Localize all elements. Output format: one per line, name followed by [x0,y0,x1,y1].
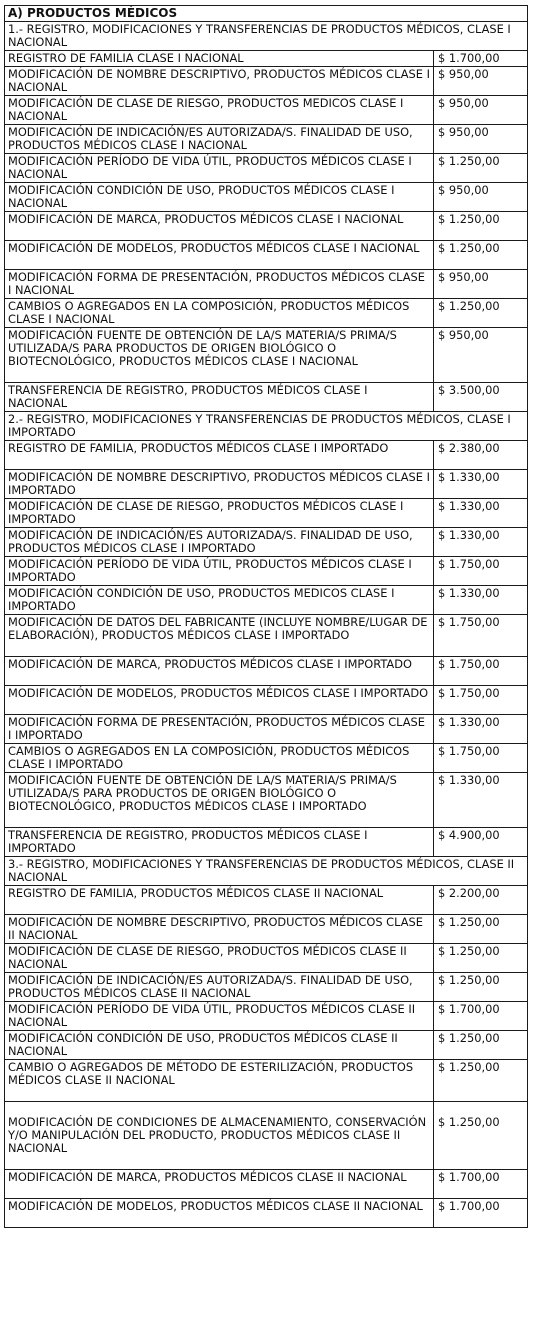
table-row [5,154,528,183]
fee-description: CAMBIOS O AGREGADOS EN LA COMPOSICIÓN, PRODUCTOS MÉDICOS CLASE I IMPORTADO [5,744,434,773]
fee-description: REGISTRO DE FAMILIA CLASE I NACIONAL [5,51,434,67]
table-row [5,125,528,154]
fee-description: MODIFICACIÓN CONDICIÓN DE USO, PRODUCTOS MÉDICOS CLASE I NACIONAL [5,183,434,212]
fee-amount: $ 1.750,00 [434,657,528,686]
table-row [5,886,528,915]
fee-description: MODIFICACIÓN DE NOMBRE DESCRIPTIVO, PRODUCTOS MÉDICOS CLASE I NACIONAL [5,67,434,96]
fee-amount: $ 1.330,00 [434,715,528,744]
fee-amount: $ 950,00 [434,183,528,212]
table-row [5,615,528,657]
fee-description: MODIFICACIÓN DE MARCA, PRODUCTOS MÉDICOS CLASE I IMPORTADO [5,657,434,686]
fee-description: MODIFICACIÓN PERÍODO DE VIDA ÚTIL, PRODUCTOS MÉDICOS CLASE I NACIONAL [5,154,434,183]
table-row [5,773,528,828]
fee-description: MODIFICACIÓN DE INDICACIÓN/ES AUTORIZADA/S. FINALIDAD DE USO, PRODUCTOS MÉDICOS CLASE II NACIONAL [5,973,434,1002]
fee-description: MODIFICACIÓN DE INDICACIÓN/ES AUTORIZADA/S. FINALIDAD DE USO, PRODUCTOS MÉDICOS CLASE I IMPORTADO [5,528,434,557]
fee-amount: $ 4.900,00 [434,828,528,857]
table-row [5,1031,528,1060]
fee-amount: $ 1.750,00 [434,557,528,586]
table-row [5,944,528,973]
fee-description: MODIFICACIÓN FUENTE DE OBTENCIÓN DE LA/S MATERIA/S PRIMA/S UTILIZADA/S PARA PRODUCTOS DE ORIGEN BIOLÓGICO O BIOTECNOLÓGICO, PRODUCTOS MÉDICOS CLASE I IMPORTADO [5,773,434,828]
table-row [5,915,528,944]
fee-description: MODIFICACIÓN DE MODELOS, PRODUCTOS MÉDICOS CLASE I IMPORTADO [5,686,434,715]
fee-description: CAMBIOS O AGREGADOS EN LA COMPOSICIÓN, PRODUCTOS MÉDICOS CLASE I NACIONAL [5,299,434,328]
fee-amount: $ 1.250,00 [434,973,528,1002]
fee-amount: $ 1.700,00 [434,51,528,67]
fee-amount: $ 1.700,00 [434,1002,528,1031]
fee-description: MODIFICACIÓN DE MARCA, PRODUCTOS MÉDICOS CLASE I NACIONAL [5,212,434,241]
table-row [5,183,528,212]
table-row [5,470,528,499]
fee-description: MODIFICACIÓN FORMA DE PRESENTACIÓN, PRODUCTOS MÉDICOS CLASE I IMPORTADO [5,715,434,744]
section-title: 3.- REGISTRO, MODIFICACIONES Y TRANSFERENCIAS DE PRODUCTOS MÉDICOS, CLASE II NACIONAL [5,857,528,886]
section-title-row [5,412,528,441]
fee-description: MODIFICACIÓN DE CLASE DE RIESGO, PRODUCTOS MEDICOS CLASE I NACIONAL [5,96,434,125]
fee-amount: $ 1.250,00 [434,212,528,241]
fee-amount: $ 1.250,00 [434,154,528,183]
table-row [5,328,528,383]
fee-description: MODIFICACIÓN DE NOMBRE DESCRIPTIVO, PRODUCTOS MÉDICOS CLASE II NACIONAL [5,915,434,944]
fee-amount: $ 1.250,00 [434,1102,528,1170]
table-row [5,557,528,586]
table-row [5,212,528,241]
fee-description: TRANSFERENCIA DE REGISTRO, PRODUCTOS MÉDICOS CLASE I IMPORTADO [5,828,434,857]
table-row [5,1199,528,1228]
table-row [5,828,528,857]
fee-amount: $ 1.250,00 [434,1060,528,1102]
section-title: 2.- REGISTRO, MODIFICACIONES Y TRANSFERENCIAS DE PRODUCTOS MÉDICOS, CLASE I IMPORTADO [5,412,528,441]
fee-amount: $ 1.700,00 [434,1199,528,1228]
fee-amount: $ 2.380,00 [434,441,528,470]
table-row [5,657,528,686]
fee-schedule-sheet [4,5,527,1228]
fee-amount: $ 1.330,00 [434,470,528,499]
table-row [5,383,528,412]
fee-description: MODIFICACIÓN CONDICIÓN DE USO, PRODUCTOS MÉDICOS CLASE II NACIONAL [5,1031,434,1060]
fee-amount: $ 1.250,00 [434,944,528,973]
fee-amount: $ 1.330,00 [434,586,528,615]
fee-amount: $ 950,00 [434,328,528,383]
fee-description: CAMBIO O AGREGADOS DE MÉTODO DE ESTERILIZACIÓN, PRODUCTOS MÉDICOS CLASE II NACIONAL [5,1060,434,1102]
fee-amount: $ 2.200,00 [434,886,528,915]
fee-amount: $ 950,00 [434,270,528,299]
table-heading: A) PRODUCTOS MÉDICOS [5,6,528,22]
fee-description: MODIFICACIÓN DE INDICACIÓN/ES AUTORIZADA/S. FINALIDAD DE USO, PRODUCTOS MÉDICOS CLASE I NACIONAL [5,125,434,154]
table-row [5,686,528,715]
section-title-row [5,22,528,51]
table-row [5,1170,528,1199]
fee-description: MODIFICACIÓN DE MODELOS, PRODUCTOS MÉDICOS CLASE II NACIONAL [5,1199,434,1228]
table-row [5,973,528,1002]
table-row [5,299,528,328]
fee-amount: $ 1.250,00 [434,241,528,270]
table-row [5,270,528,299]
fee-amount: $ 1.700,00 [434,1170,528,1199]
fee-amount: $ 1.250,00 [434,915,528,944]
fee-amount: $ 950,00 [434,125,528,154]
fee-amount: $ 1.750,00 [434,615,528,657]
section-title-row [5,857,528,886]
table-row [5,441,528,470]
fee-description: MODIFICACIÓN FUENTE DE OBTENCIÓN DE LA/S MATERIA/S PRIMA/S UTILIZADA/S PARA PRODUCTOS DE ORIGEN BIOLÓGICO O BIOTECNOLÓGICO, PRODUCTOS MÉDICOS CLASE I NACIONAL [5,328,434,383]
fee-amount: $ 1.250,00 [434,299,528,328]
fee-table [4,5,528,1228]
fee-description: MODIFICACIÓN DE DATOS DEL FABRICANTE (INCLUYE NOMBRE/LUGAR DE ELABORACIÓN), PRODUCTOS MÉDICOS CLASE I IMPORTADO [5,615,434,657]
table-row [5,1060,528,1102]
fee-description: MODIFICACIÓN FORMA DE PRESENTACIÓN, PRODUCTOS MÉDICOS CLASE I NACIONAL [5,270,434,299]
fee-amount: $ 950,00 [434,96,528,125]
heading-row [5,6,528,22]
fee-amount: $ 1.250,00 [434,1031,528,1060]
fee-amount: $ 950,00 [434,67,528,96]
fee-description: MODIFICACIÓN DE MODELOS, PRODUCTOS MÉDICOS CLASE I NACIONAL [5,241,434,270]
table-row [5,1002,528,1031]
fee-amount: $ 1.330,00 [434,499,528,528]
fee-description: MODIFICACIÓN PERÍODO DE VIDA ÚTIL, PRODUCTOS MÉDICOS CLASE I IMPORTADO [5,557,434,586]
table-row [5,241,528,270]
fee-description: TRANSFERENCIA DE REGISTRO, PRODUCTOS MÉDICOS CLASE I NACIONAL [5,383,434,412]
table-row [5,715,528,744]
table-row [5,1102,528,1170]
table-row [5,744,528,773]
table-row [5,51,528,67]
table-row [5,96,528,125]
fee-description: MODIFICACIÓN PERÍODO DE VIDA ÚTIL, PRODUCTOS MÉDICOS CLASE II NACIONAL [5,1002,434,1031]
fee-description: REGISTRO DE FAMILIA, PRODUCTOS MÉDICOS CLASE II NACIONAL [5,886,434,915]
table-row [5,67,528,96]
fee-description: MODIFICACIÓN DE CLASE DE RIESGO, PRODUCTOS MÉDICOS CLASE II NACIONAL [5,944,434,973]
section-title: 1.- REGISTRO, MODIFICACIONES Y TRANSFERENCIAS DE PRODUCTOS MÉDICOS, CLASE I NACIONAL [5,22,528,51]
fee-amount: $ 1.330,00 [434,528,528,557]
fee-description: MODIFICACIÓN DE CONDICIONES DE ALMACENAMIENTO, CONSERVACIÓN Y/O MANIPULACIÓN DEL PRODUCTO, PRODUCTOS MÉDICOS CLASE II NACIONAL [5,1102,434,1170]
fee-description: MODIFICACIÓN DE NOMBRE DESCRIPTIVO, PRODUCTOS MÉDICOS CLASE I IMPORTADO [5,470,434,499]
table-row [5,528,528,557]
table-row [5,586,528,615]
fee-amount: $ 1.750,00 [434,686,528,715]
fee-amount: $ 1.330,00 [434,773,528,828]
fee-amount: $ 1.750,00 [434,744,528,773]
fee-description: MODIFICACIÓN DE CLASE DE RIESGO, PRODUCTOS MÉDICOS CLASE I IMPORTADO [5,499,434,528]
table-row [5,499,528,528]
fee-description: MODIFICACIÓN CONDICIÓN DE USO, PRODUCTOS MEDICOS CLASE I IMPORTADO [5,586,434,615]
fee-description: REGISTRO DE FAMILIA, PRODUCTOS MÉDICOS CLASE I IMPORTADO [5,441,434,470]
fee-amount: $ 3.500,00 [434,383,528,412]
fee-description: MODIFICACIÓN DE MARCA, PRODUCTOS MÉDICOS CLASE II NACIONAL [5,1170,434,1199]
